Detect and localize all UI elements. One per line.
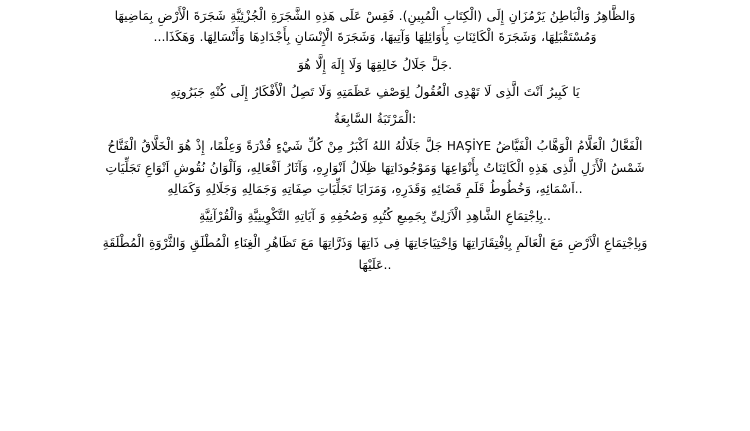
text-line-7: شَمْسُ الْأَزَلِ الَّذِى هَذِهِ الْكَائِنَاتُ بِأَنْوَاعِهَا وَمَوْجُودَاتِهَا ظِلَالُ اَنْوَارِهِ، وَآثَارُ اَفْعَالِهِ، وَاَلْوَانُ نُقُوشِ اَنْوَاعِ تَجَلِّيَاتِ xyxy=(105,159,645,175)
text-line-4: يَا كَبِيرُ اَنْتَ الَّذِى لَا تَهْدِى الْعُقُولُ لِوَصْفِ عَظَمَتِهِ وَلَا تَصِلُ الْأَفْكَارُ إِلَى كُنْهِ جَبَرُوتِهِ xyxy=(170,83,580,99)
footnote-marker-hasiye: HAŞİYE xyxy=(446,139,492,154)
text-line-6-part-a: الْفَعَّالُ الْعَلَّامُ الْوَهَّابُ الْفَيَّاضُ xyxy=(495,138,643,154)
text-line-2: وَمُسْتَقْبَلِهَا، وَشَجَرَةَ الْكَائِنَاتِ بِأَوَائِلِهَا وَآتِيهَا، وَشَجَرَةَ الْإِنْسَانِ بِأَجْدَادِهَا وَأَنْسَالِهَا. وَهَكَذَا... xyxy=(153,29,597,45)
text-line-6 xyxy=(14,136,736,156)
text-line-1: وَالظَّاهِرُ وَالْبَاطِنُ يَرْمُزَانِ إِلَى (الْكِتَابِ الْمُبِينِ). فَقِسْ عَلَى هَذِهِ الشَّجَرَةِ الْجُزْئِيَّةِ شَجَرَةَ الْأَرْضِ بِمَاضِيهَا xyxy=(114,8,636,23)
text-line-11: ..عَلَيْهَا xyxy=(358,256,392,272)
section-heading-seventh-rank: :الْمَرْتَبَةُ السَّابِعَةُ xyxy=(333,111,417,126)
text-line-3: .جَلَّ جَلَالُ خَالِقِهَا وَلَا إِلَهَ إِلَّا هُوَ xyxy=(297,56,453,72)
text-line-6-part-b: جَلَّ جَلَالُهُ اللهُ اَكْبَرُ مِنْ كُلِّ شَيْءٍ قُدْرَةً وَعِلْمًا، إِذْ هُوَ الْخَلَّاقُ الْفَتَّاحُ xyxy=(107,138,443,154)
text-line-10: وَبِاِجْتِمَاعِ الْاَرْضِ مَعَ الْعَالَمِ بِاِفْتِقَارَاتِهَا وَاِحْتِيَاجَاتِهَا فِى ذَاتِهَا وَذَرَّاتِهَا مَعَ تَظَاهُرِ الْغِنَاءِ الْمُطْلَقِ وَالثَّرْوَةِ الْمُطْلَقَةِ xyxy=(102,235,648,251)
text-line-8: ..اَسْمَائِهِ، وَخُطُوطُ قَلَمِ قَضَائِهِ وَقَدَرِهِ، وَمَرَايَا تَجَلِّيَاتِ صِفَاتِهِ وَجَمَالِهِ وَجَلَالِهِ وَكَمَالِهِ xyxy=(167,180,583,196)
text-line-9: ..بِاِجْتِمَاعِ الشَّاهِدِ الْاَزَلِىِّ بِجَمِيعِ كُتُبِهِ وَصُحُفِهِ وَ آيَاتِهِ التَّكْوِينِيَّةِ وَالْقُرْآنِيَّةِ xyxy=(199,208,551,224)
